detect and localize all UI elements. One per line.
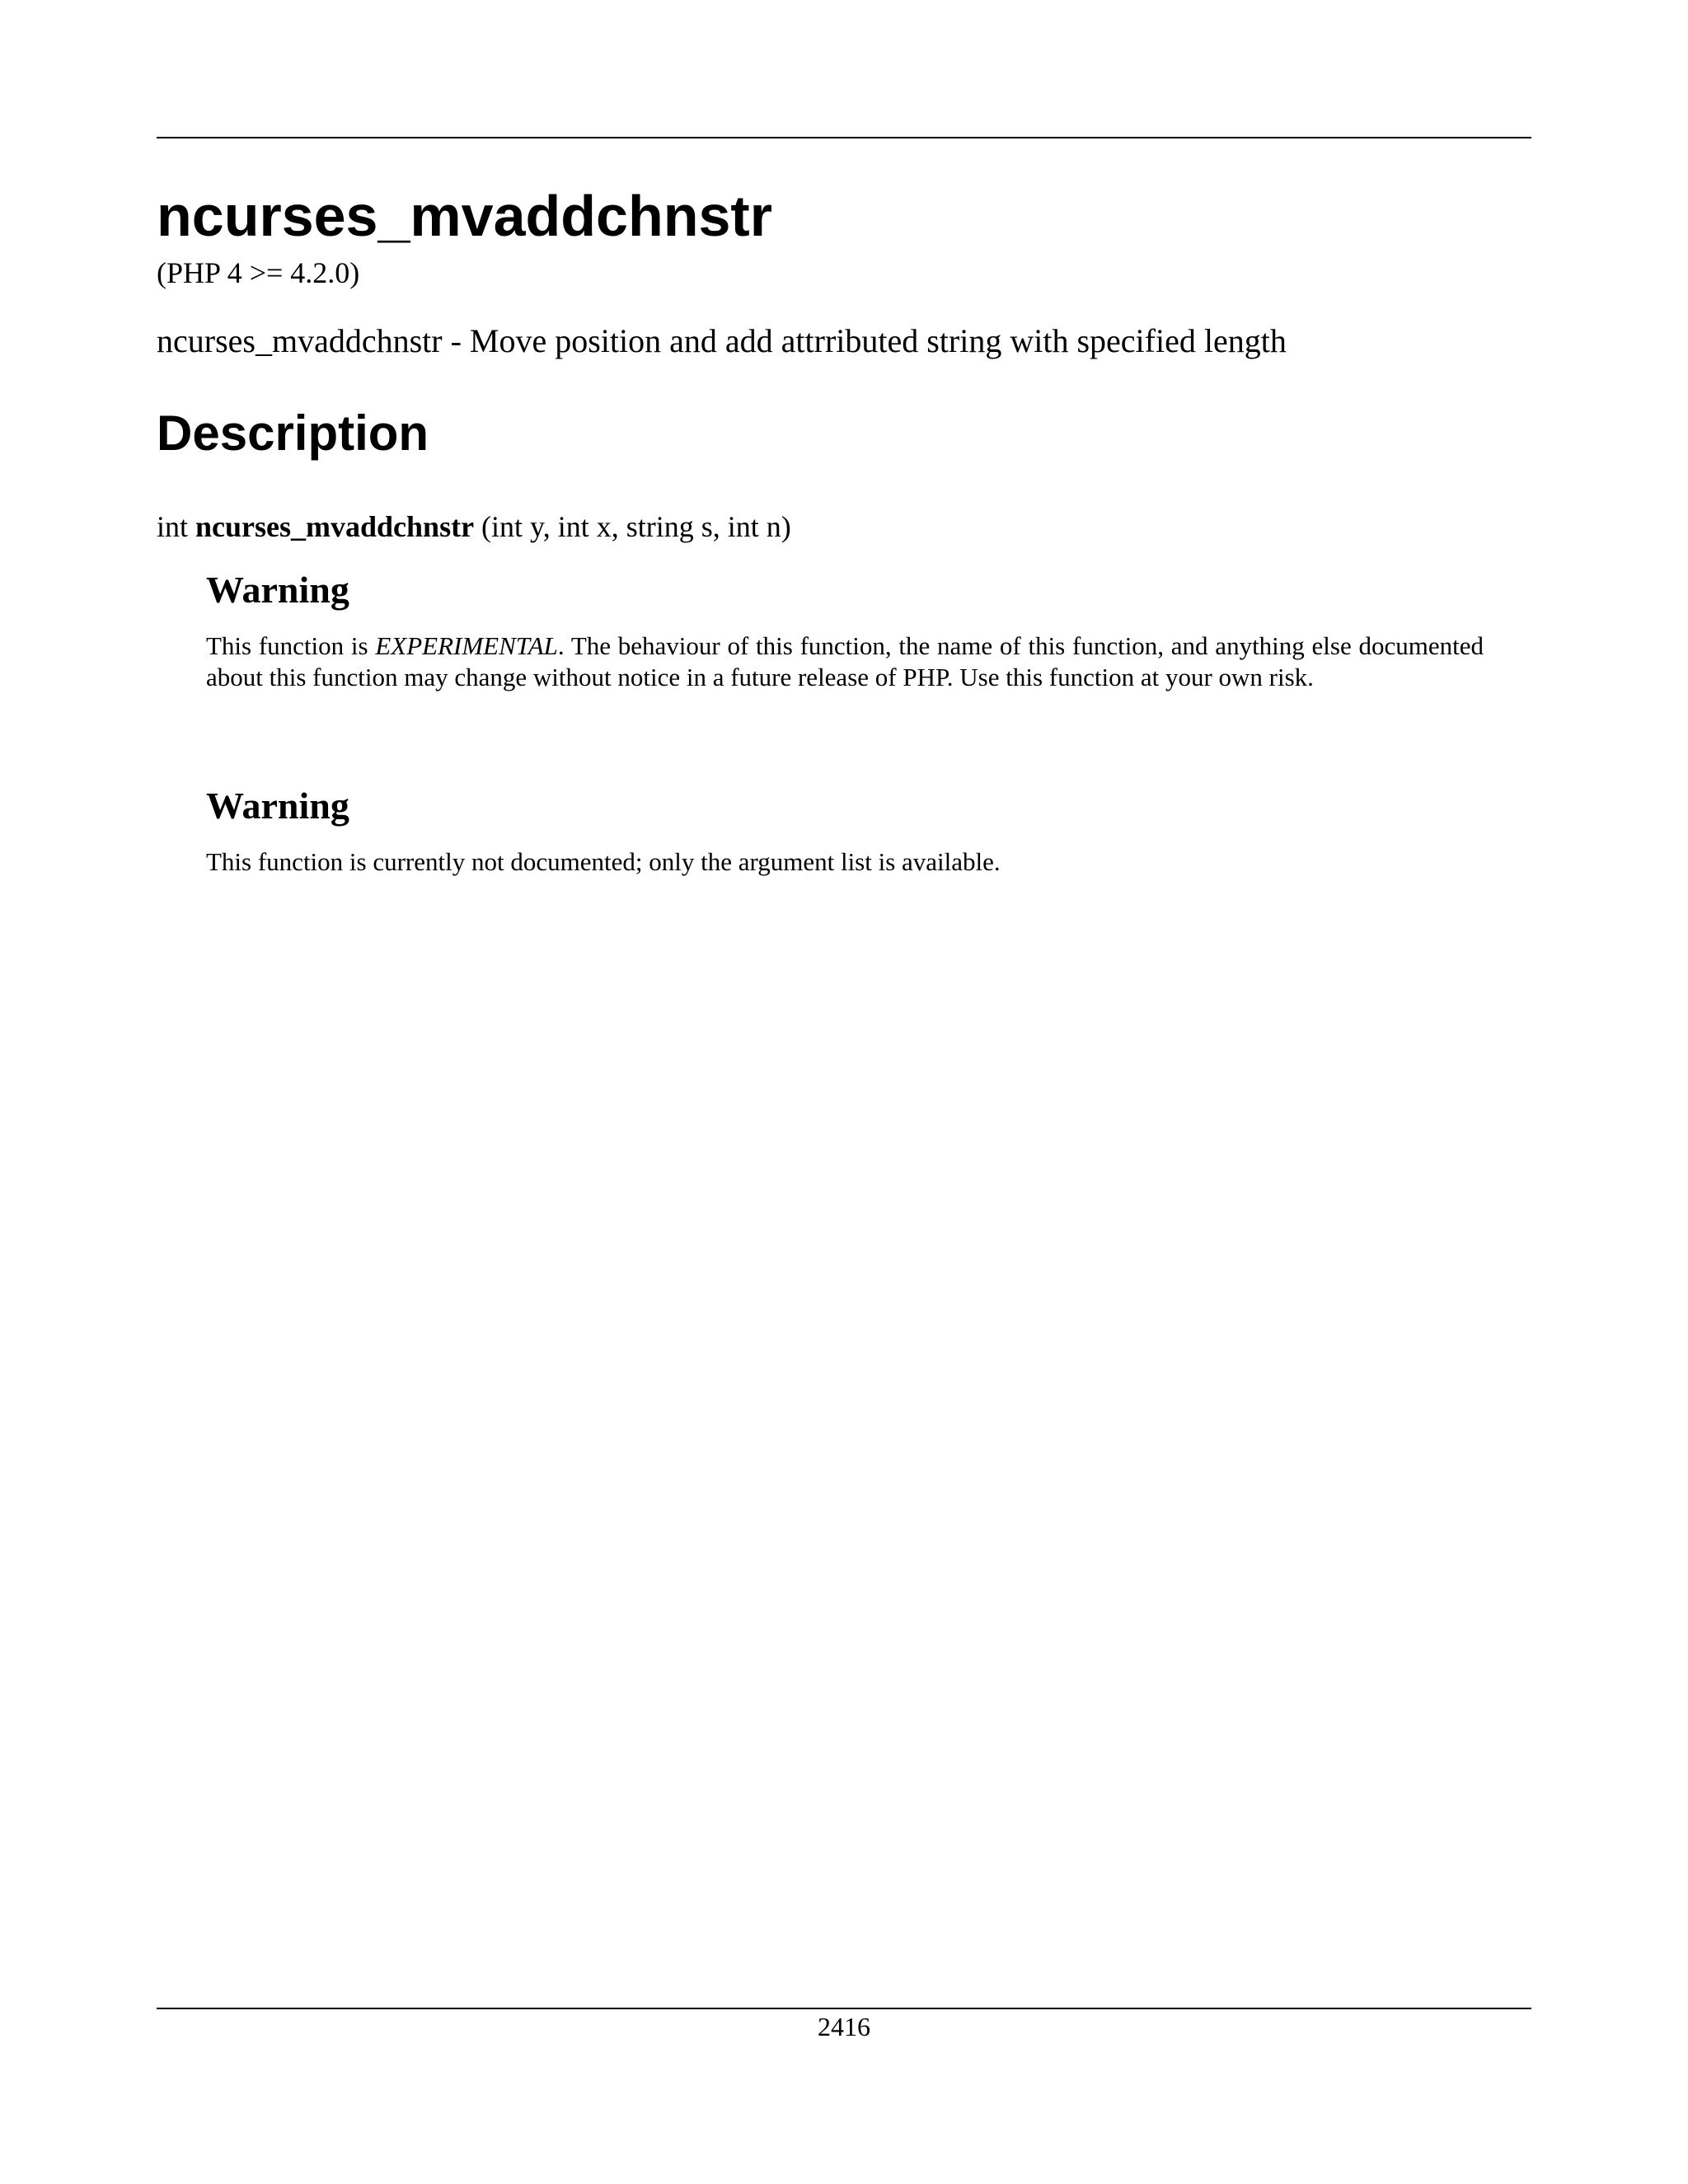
function-arguments: (int y, int x, string s, int n) [481,510,791,543]
function-synopsis [157,509,791,545]
page-title: ncurses_mvaddchnstr [157,184,772,248]
footer-rule [157,2008,1531,2009]
warning-text-after: . The behaviour of this function, the name of this function, and anything else documented about this function may change without notice in a future release of PHP. Use this function at your own risk. [206,631,1484,692]
return-type: int [157,510,189,543]
warning-text-before: This function is [206,631,368,661]
experimental-emphasis: EXPERIMENTAL [375,631,558,661]
header-rule [157,137,1531,138]
warning-title: Warning [206,569,349,611]
warning-experimental [206,567,1484,693]
page-number: 2416 [818,2012,870,2041]
warning-text: This function is currently not documented; only the argument list is available. [206,847,1001,877]
function-name: ncurses_mvaddchnstr [195,510,475,543]
warning-title: Warning [206,785,349,827]
warning-undocumented [206,783,1484,878]
ref-purpose: ncurses_mvaddchnstr - Move position and add attrributed string with specified length [157,322,1287,359]
version-info: (PHP 4 >= 4.2.0) [157,256,360,289]
warning-text [206,630,1484,693]
section-heading-description: Description [157,405,429,461]
